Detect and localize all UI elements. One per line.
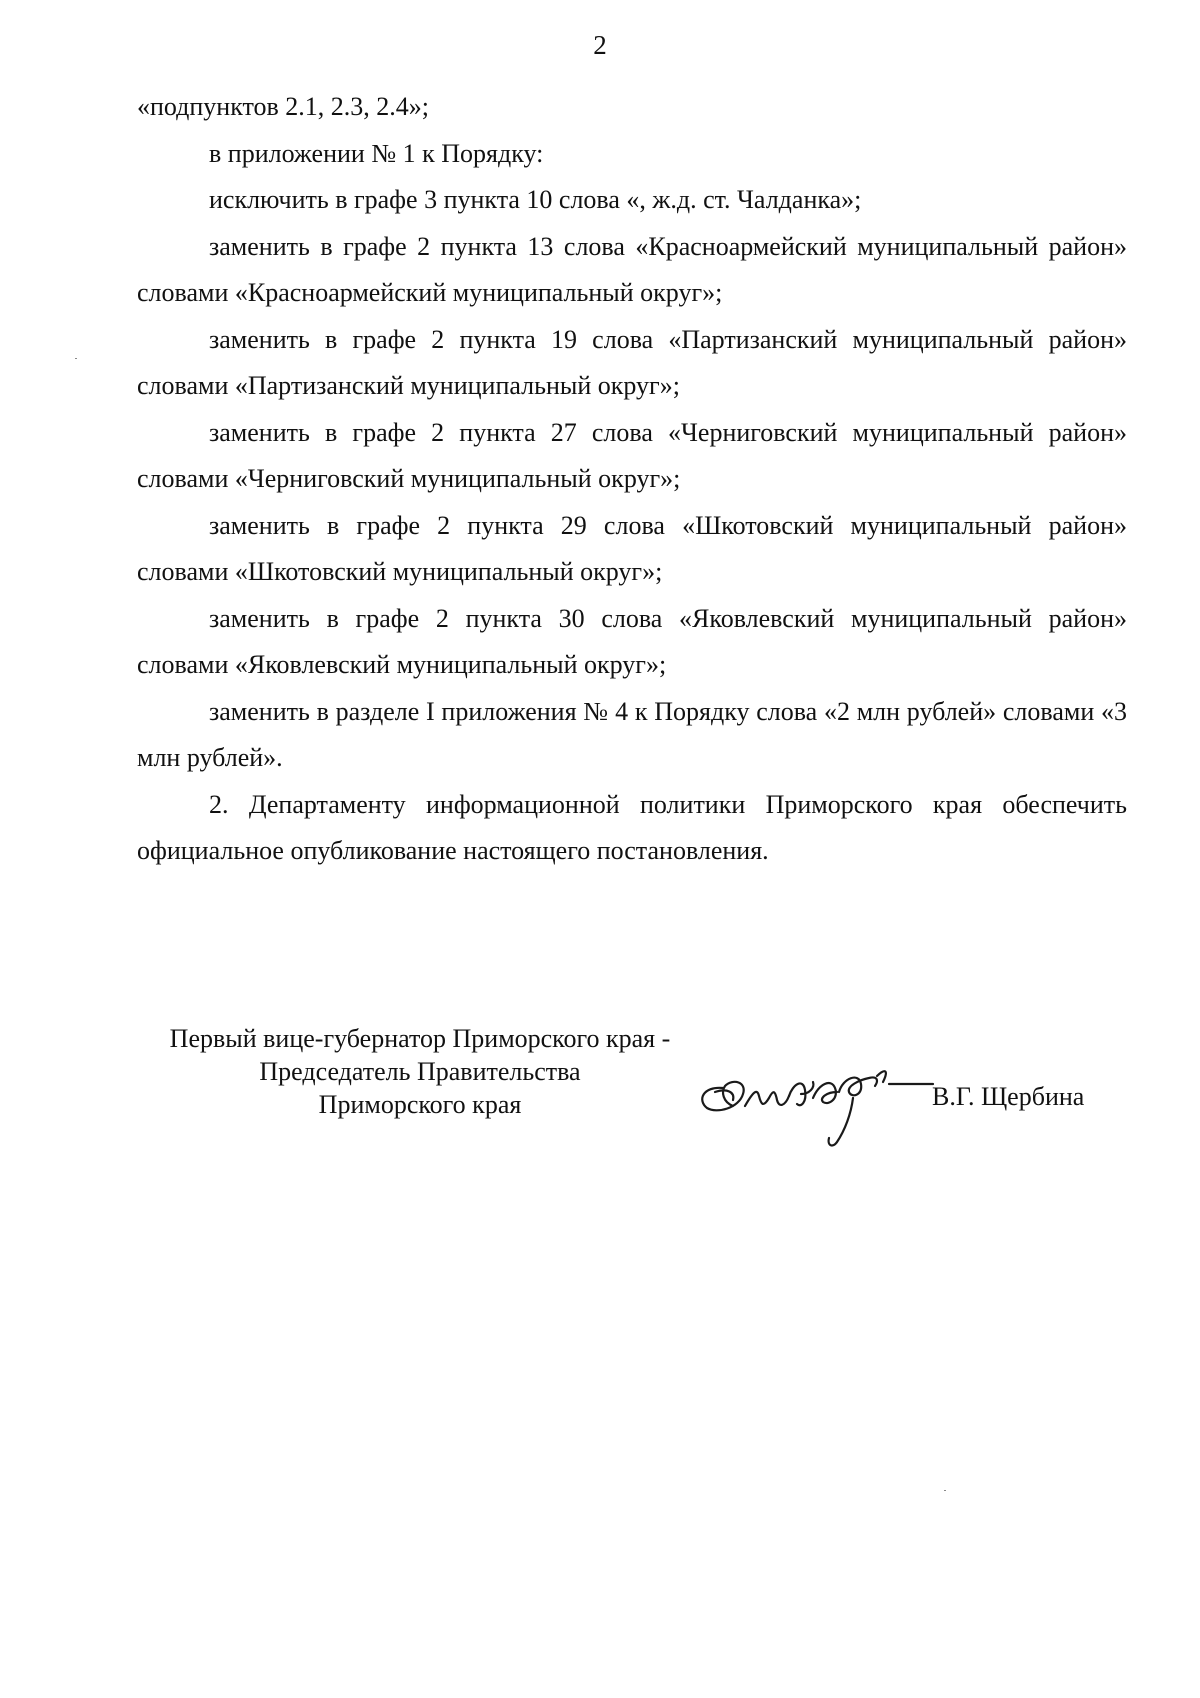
handwritten-signature <box>693 1048 943 1158</box>
position-line: Председатель Правительства <box>259 1057 581 1086</box>
paragraph: заменить в разделе I приложения № 4 к Порядку слова «2 млн рублей» словами «3 млн рублей». <box>137 696 1127 772</box>
paragraph: заменить в графе 2 пункта 19 слова «Партизанский муниципальный район» словами «Партизанский муниципальный округ»; <box>137 324 1127 400</box>
position-line: Приморского края <box>318 1090 522 1119</box>
scan-speck <box>75 358 77 359</box>
paragraph: исключить в графе 3 пункта 10 слова «, ж.д. ст. Чалданка»; <box>209 185 862 214</box>
paragraph: в приложении № 1 к Порядку: <box>209 138 544 168</box>
signatory-position <box>120 1022 720 1121</box>
page-number: 2 <box>593 30 607 60</box>
position-line: Первый вице-губернатор Приморского края - <box>169 1024 671 1053</box>
document-body <box>137 84 1127 875</box>
scan-speck <box>944 1490 946 1491</box>
signer-name: В.Г. Щербина <box>932 1082 1085 1111</box>
paragraph: заменить в графе 2 пункта 27 слова «Черниговский муниципальный район» словами «Черниговский муниципальный округ»; <box>137 417 1127 493</box>
paragraph: «подпунктов 2.1, 2.3, 2.4»; <box>137 92 430 121</box>
paragraph: 2. Департаменту информационной политики Приморского края обеспечить официальное опубликование настоящего постановления. <box>137 789 1127 865</box>
paragraph: заменить в графе 2 пункта 13 слова «Красноармейский муниципальный район» словами «Красноармейский муниципальный округ»; <box>137 231 1127 307</box>
paragraph: заменить в графе 2 пункта 29 слова «Шкотовский муниципальный район» словами «Шкотовский муниципальный округ»; <box>137 510 1127 586</box>
paragraph: заменить в графе 2 пункта 30 слова «Яковлевский муниципальный район» словами «Яковлевский муниципальный округ»; <box>137 603 1127 679</box>
